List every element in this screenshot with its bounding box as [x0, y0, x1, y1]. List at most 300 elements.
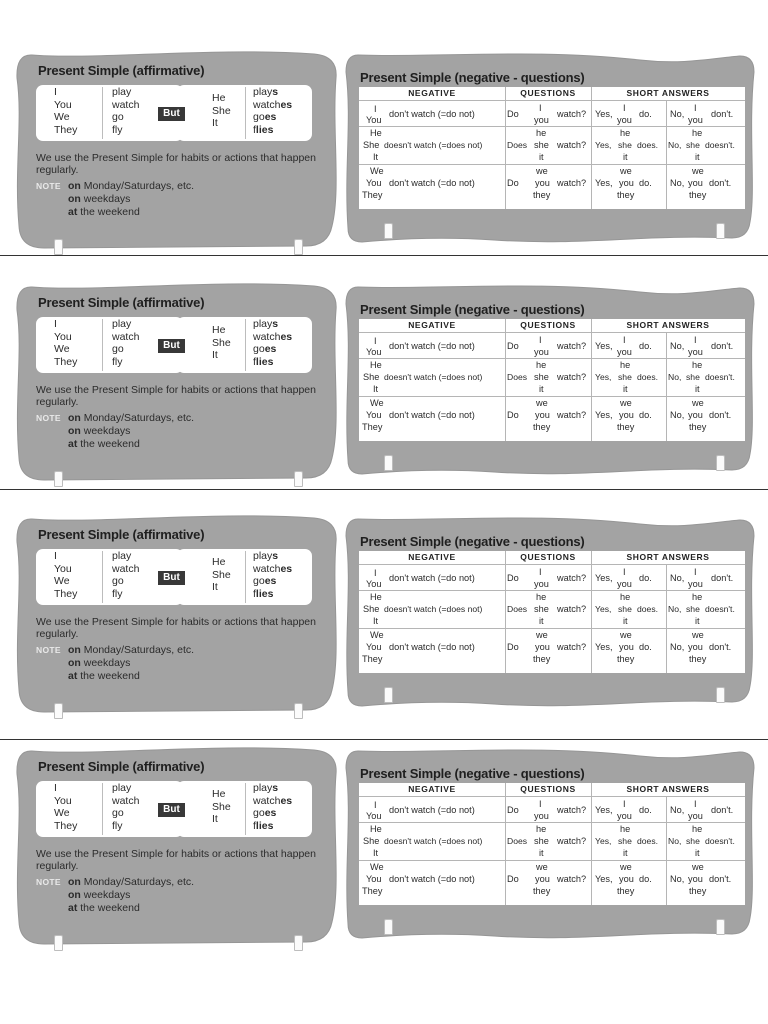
question-subject: I [539, 335, 542, 345]
stand-peg [294, 239, 303, 255]
short-answer-yes: Yes, [595, 372, 612, 382]
neg-verb: don't watch (=do not) [389, 573, 475, 583]
base-verb-list [112, 86, 139, 136]
question-subject: you [534, 579, 549, 589]
affirmative-title: Present Simple (affirmative) [38, 527, 205, 542]
yes-subject: I [623, 335, 626, 345]
stand-peg [716, 223, 725, 239]
neg-verb: don't watch (=do not) [389, 341, 475, 351]
verb: play [112, 550, 132, 562]
yes-subject: you [617, 347, 632, 357]
note-line: at the weekend [68, 438, 140, 450]
verb: flies [253, 123, 274, 136]
no-subject: they [689, 190, 707, 200]
short-answer-no: No, [670, 874, 685, 884]
yes-subject: he [620, 592, 631, 602]
third-verb-list [253, 318, 292, 368]
yes-aux: does. [637, 140, 659, 150]
question-subject: he [536, 128, 547, 138]
no-subject: you [688, 410, 703, 420]
plural-subject-list [54, 550, 77, 600]
question-subject: they [533, 654, 551, 664]
question-subject: I [539, 567, 542, 577]
no-subject: we [692, 862, 704, 872]
yes-subject: it [623, 616, 628, 626]
neg-subject: I [374, 336, 377, 346]
neg-verb: don't watch (=do not) [389, 178, 475, 188]
question-verb: watch? [557, 604, 587, 614]
no-subject: she [686, 836, 700, 846]
yes-subject: they [617, 886, 635, 896]
no-subject: he [692, 592, 703, 602]
neg-subject: They [362, 654, 383, 664]
header-questions: QUESTIONS [520, 88, 576, 98]
no-subject: you [688, 874, 703, 884]
no-subject: you [688, 811, 703, 821]
yes-subject: I [623, 799, 626, 809]
short-answer-yes: Yes, [595, 178, 613, 188]
verb: goes [253, 575, 277, 587]
neg-subject: They [362, 190, 383, 200]
neg-subject: You [366, 579, 382, 589]
no-subject: you [688, 347, 703, 357]
subject: You [54, 562, 72, 575]
yes-aux: does. [637, 604, 659, 614]
question-verb: watch? [557, 341, 587, 351]
no-aux: don't. [709, 874, 732, 884]
negative-questions-card [344, 746, 756, 971]
question-subject: she [534, 372, 549, 382]
yes-subject: he [620, 360, 631, 370]
short-answer-yes: Yes, [595, 604, 612, 614]
third-verb-list [253, 782, 292, 832]
subject: I [54, 86, 57, 98]
neg-subject: You [366, 811, 382, 821]
question-subject: I [539, 799, 542, 809]
question-aux: Do [507, 341, 519, 351]
no-subject: I [694, 799, 697, 809]
neg-subject: He [370, 360, 382, 370]
question-aux: Do [507, 874, 519, 884]
subject: She [212, 800, 231, 813]
third-person-box [177, 317, 312, 373]
yes-subject: she [618, 604, 632, 614]
yes-subject: it [623, 384, 628, 394]
neg-subject: It [373, 152, 379, 162]
stand-peg [384, 455, 393, 471]
yes-subject: we [620, 398, 632, 408]
question-subject: she [534, 836, 549, 846]
question-subject: it [539, 848, 544, 858]
affirmative-card [14, 282, 340, 497]
header-short-answers: SHORT ANSWERS [626, 552, 710, 562]
no-subject: you [688, 642, 703, 652]
no-subject: we [692, 398, 704, 408]
usage-description: We use the Present Simple for habits or actions that happen regularly. [36, 616, 316, 640]
neg-subject: She [363, 604, 380, 614]
neg-subject: He [370, 592, 382, 602]
question-subject: he [536, 360, 547, 370]
verb: watch [112, 330, 140, 343]
short-answer-no: No, [670, 341, 685, 351]
note-line: on weekdays [68, 657, 131, 669]
negative-questions-title: Present Simple (negative - questions) [360, 766, 585, 781]
no-subject: I [694, 335, 697, 345]
verb: flies [253, 587, 274, 600]
question-subject: you [535, 410, 550, 420]
yes-subject: they [617, 654, 635, 664]
neg-subject: I [374, 104, 377, 114]
subject: It [212, 349, 218, 361]
no-aux: doesn't. [705, 372, 735, 382]
no-subject: they [689, 886, 707, 896]
no-subject: we [692, 630, 704, 640]
affirmative-card [14, 746, 340, 961]
no-aux: doesn't. [705, 604, 735, 614]
neg-subject: You [366, 347, 382, 357]
header-short-answers: SHORT ANSWERS [626, 320, 710, 330]
no-aux: don't. [711, 573, 734, 583]
no-subject: I [694, 567, 697, 577]
base-verb-list [112, 550, 139, 600]
subject: She [212, 336, 231, 349]
neg-verb: don't watch (=do not) [389, 410, 475, 420]
neg-subject: It [373, 616, 379, 626]
verb: goes [253, 343, 277, 355]
note-line: on weekdays [68, 889, 131, 901]
third-person-box [177, 549, 312, 605]
verb: watch [112, 794, 140, 807]
question-subject: he [536, 824, 547, 834]
subject: They [54, 587, 78, 600]
note-line: on Monday/Saturdays, etc. [68, 876, 195, 888]
negative-questions-card [344, 514, 756, 739]
yes-aux: does. [637, 372, 659, 382]
plural-subject-list [54, 86, 77, 136]
neg-subject: We [370, 862, 384, 872]
question-subject: we [536, 166, 548, 176]
no-subject: it [695, 384, 700, 394]
affirmative-card [14, 50, 340, 265]
neg-subject: They [362, 886, 383, 896]
no-aux: doesn't. [705, 140, 735, 150]
neg-subject: You [366, 178, 382, 188]
note-line: on Monday/Saturdays, etc. [68, 644, 195, 656]
question-aux: Does [507, 836, 528, 846]
question-subject: you [534, 115, 549, 125]
yes-subject: we [620, 862, 632, 872]
subject: It [212, 813, 218, 825]
yes-subject: they [617, 422, 635, 432]
question-subject: we [536, 398, 548, 408]
short-answer-no: No, [670, 178, 685, 188]
negative-questions-title: Present Simple (negative - questions) [360, 534, 585, 549]
note-line: at the weekend [68, 902, 140, 914]
verb: goes [253, 111, 277, 123]
subject: He [212, 324, 226, 336]
verb: plays [253, 782, 279, 794]
yes-subject: it [623, 848, 628, 858]
negative-questions-title: Present Simple (negative - questions) [360, 70, 585, 85]
subject: He [212, 788, 226, 800]
subject: We [54, 343, 70, 355]
verb: plays [253, 550, 279, 562]
yes-subject: she [618, 836, 632, 846]
neg-subject: I [374, 568, 377, 578]
question-subject: they [533, 886, 551, 896]
header-short-answers: SHORT ANSWERS [626, 784, 710, 794]
conjugation-table [359, 783, 745, 905]
yes-subject: he [620, 128, 631, 138]
stand-peg [716, 687, 725, 703]
yes-aux: do. [639, 178, 652, 188]
question-subject: they [533, 190, 551, 200]
but-badge: But [158, 339, 185, 353]
yes-aux: do. [639, 410, 652, 420]
negative-questions-title: Present Simple (negative - questions) [360, 302, 585, 317]
subject: He [212, 556, 226, 568]
verb: watches [253, 794, 293, 807]
verb: watches [253, 330, 293, 343]
stand-peg [294, 471, 303, 487]
stand-peg [54, 239, 63, 255]
short-answer-no: No, [670, 573, 685, 583]
subject: We [54, 807, 70, 819]
question-verb: watch? [557, 410, 587, 420]
stand-peg [716, 455, 725, 471]
header-questions: QUESTIONS [520, 552, 576, 562]
no-subject: we [692, 166, 704, 176]
stand-peg [384, 687, 393, 703]
short-answer-yes: Yes, [595, 642, 613, 652]
no-aux: don't. [709, 642, 732, 652]
subject: We [54, 111, 70, 123]
verb: plays [253, 86, 279, 98]
verb: fly [112, 587, 123, 600]
neg-subject: I [374, 800, 377, 810]
neg-verb: don't watch (=do not) [389, 642, 475, 652]
verb: fly [112, 819, 123, 832]
question-aux: Does [507, 140, 528, 150]
affirmative-card [14, 514, 340, 729]
no-subject: she [686, 372, 700, 382]
verb: flies [253, 819, 274, 832]
no-subject: she [686, 140, 700, 150]
neg-subject: It [373, 384, 379, 394]
verb: go [112, 575, 124, 587]
question-verb: watch? [557, 372, 587, 382]
card-strip [0, 746, 768, 971]
note-line: on Monday/Saturdays, etc. [68, 412, 195, 424]
short-answer-no: No, [670, 109, 685, 119]
question-aux: Do [507, 410, 519, 420]
question-verb: watch? [557, 836, 587, 846]
verb: watches [253, 98, 293, 111]
yes-subject: she [618, 372, 632, 382]
yes-subject: they [617, 190, 635, 200]
no-subject: I [694, 103, 697, 113]
short-answer-no: No, [668, 140, 682, 150]
subject: He [212, 92, 226, 104]
third-subject-list [212, 788, 231, 826]
card-strip [0, 514, 768, 739]
no-subject: it [695, 616, 700, 626]
question-aux: Does [507, 372, 528, 382]
short-answer-no: No, [668, 372, 682, 382]
verb: go [112, 807, 124, 819]
base-verb-list [112, 782, 139, 832]
yes-aux: does. [637, 836, 659, 846]
yes-subject: you [617, 811, 632, 821]
no-subject: he [692, 128, 703, 138]
yes-aux: do. [639, 805, 652, 815]
verb: play [112, 782, 132, 794]
neg-subject: She [363, 140, 380, 150]
note-line: on Monday/Saturdays, etc. [68, 180, 195, 192]
subject: I [54, 318, 57, 330]
verb: play [112, 318, 132, 330]
question-verb: watch? [557, 178, 587, 188]
note-line: at the weekend [68, 670, 140, 682]
question-subject: we [536, 862, 548, 872]
question-subject: they [533, 422, 551, 432]
neg-subject: You [366, 874, 382, 884]
subject: It [212, 117, 218, 129]
verb: plays [253, 318, 279, 330]
question-aux: Do [507, 642, 519, 652]
affirmative-title: Present Simple (affirmative) [38, 63, 205, 78]
short-answer-yes: Yes, [595, 410, 613, 420]
yes-subject: you [619, 178, 634, 188]
question-subject: you [535, 642, 550, 652]
note-label: NOTE [36, 413, 61, 423]
affirmative-title: Present Simple (affirmative) [38, 295, 205, 310]
no-subject: it [695, 848, 700, 858]
conjugation-table [359, 87, 745, 209]
neg-subject: He [370, 824, 382, 834]
neg-verb: don't watch (=do not) [389, 109, 475, 119]
verb: fly [112, 123, 123, 136]
plural-subject-list [54, 782, 77, 832]
short-answer-no: No, [670, 805, 685, 815]
question-verb: watch? [557, 140, 587, 150]
stand-peg [54, 703, 63, 719]
no-aux: don't. [709, 178, 732, 188]
question-subject: she [534, 140, 549, 150]
no-aux: don't. [711, 805, 734, 815]
neg-subject: You [366, 642, 382, 652]
stand-peg [294, 703, 303, 719]
no-subject: they [689, 654, 707, 664]
no-subject: he [692, 824, 703, 834]
subject: They [54, 819, 78, 832]
third-verb-list [253, 550, 292, 600]
neg-verb: doesn't watch (=does not) [384, 372, 483, 382]
header-questions: QUESTIONS [520, 320, 576, 330]
header-negative: NEGATIVE [408, 552, 456, 562]
usage-description: We use the Present Simple for habits or actions that happen regularly. [36, 384, 316, 408]
negative-questions-card [344, 50, 756, 275]
subject: I [54, 550, 57, 562]
stand-peg [54, 471, 63, 487]
subject: It [212, 581, 218, 593]
cut-line [0, 489, 768, 490]
header-negative: NEGATIVE [408, 320, 456, 330]
yes-subject: she [618, 140, 632, 150]
yes-aux: do. [639, 573, 652, 583]
question-subject: you [534, 347, 549, 357]
no-subject: she [686, 604, 700, 614]
question-verb: watch? [557, 642, 587, 652]
question-subject: it [539, 152, 544, 162]
subject: We [54, 575, 70, 587]
neg-verb: doesn't watch (=does not) [384, 140, 483, 150]
yes-subject: I [623, 567, 626, 577]
yes-subject: we [620, 166, 632, 176]
card-strip [0, 282, 768, 507]
note-line: at the weekend [68, 206, 140, 218]
header-negative: NEGATIVE [408, 784, 456, 794]
short-answer-yes: Yes, [595, 573, 613, 583]
yes-subject: you [619, 410, 634, 420]
verb: flies [253, 355, 274, 368]
question-aux: Do [507, 805, 519, 815]
yes-aux: do. [639, 109, 652, 119]
note-line: on weekdays [68, 193, 131, 205]
affirmative-title: Present Simple (affirmative) [38, 759, 205, 774]
header-negative: NEGATIVE [408, 88, 456, 98]
yes-subject: we [620, 630, 632, 640]
subject: You [54, 330, 72, 343]
note-label: NOTE [36, 181, 61, 191]
conjugation-table [359, 551, 745, 673]
note-label: NOTE [36, 877, 61, 887]
no-subject: you [688, 115, 703, 125]
negative-questions-card [344, 282, 756, 507]
but-badge: But [158, 571, 185, 585]
yes-subject: I [623, 103, 626, 113]
short-answer-no: No, [670, 642, 685, 652]
question-aux: Do [507, 178, 519, 188]
no-subject: you [688, 178, 703, 188]
verb: watches [253, 562, 293, 575]
stand-peg [384, 919, 393, 935]
base-verb-list [112, 318, 139, 368]
yes-aux: do. [639, 642, 652, 652]
third-person-box [177, 85, 312, 141]
yes-subject: he [620, 824, 631, 834]
question-subject: she [534, 604, 549, 614]
neg-verb: doesn't watch (=does not) [384, 604, 483, 614]
usage-description: We use the Present Simple for habits or actions that happen regularly. [36, 848, 316, 872]
question-verb: watch? [557, 109, 587, 119]
yes-subject: it [623, 152, 628, 162]
question-subject: you [534, 811, 549, 821]
usage-description: We use the Present Simple for habits or actions that happen regularly. [36, 152, 316, 176]
question-subject: I [539, 103, 542, 113]
short-answer-no: No, [668, 836, 682, 846]
question-subject: it [539, 384, 544, 394]
no-aux: don't. [709, 410, 732, 420]
question-verb: watch? [557, 874, 587, 884]
third-subject-list [212, 324, 231, 362]
card-strip [0, 50, 768, 275]
yes-subject: you [619, 642, 634, 652]
short-answer-no: No, [670, 410, 685, 420]
short-answer-yes: Yes, [595, 836, 612, 846]
verb: play [112, 86, 132, 98]
verb: fly [112, 355, 123, 368]
